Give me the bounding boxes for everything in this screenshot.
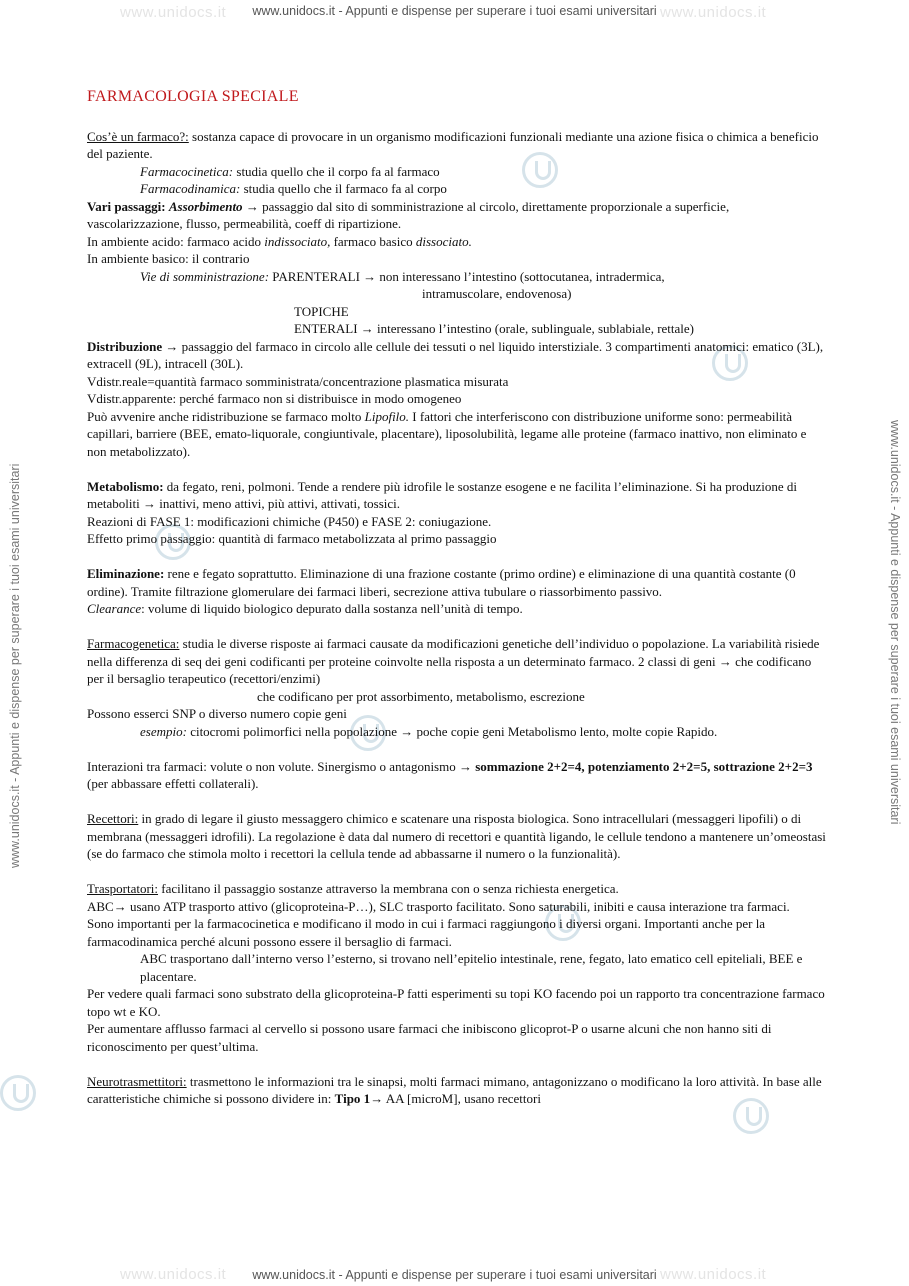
paragraph-eliminazione: Eliminazione: rene e fegato soprattutto. Eliminazione di una frazione costante (primo ordine) e eliminazione di una quantità costante (0 ordine). Tramite filtrazione glomerulare dei farmaci liberi, secrezione attiva tubulare o riassorbimento passivo. <box>87 566 796 599</box>
paragraph-farmacogenetica: Farmacogenetica: studia le diverse risposte ai farmaci causate da modificazioni genetiche dell’individuo o popolazione. La variabilità risiede nella differenza di seq dei geni codificanti per proteine coinvolte nella risposta a un determinato farmaco. 2 classi di geni → che codificano per il bersaglio terapeutico (recettori/enzimi) <box>87 636 820 686</box>
line-classe-geni-2: che codificano per prot assorbimento, metabolismo, escrezione <box>257 688 585 704</box>
line-substrato: Per vedere quali farmaci sono substrato della glicoproteina-P fatti esperimenti su topi KO facendo poi un rapporto tra concentrazione farmaco topo wt e KO. <box>87 986 825 1019</box>
line-esempio: esempio: citocromi polimorfici nella popolazione → poche copie geni Metabolismo lento, molte copie Rapido. <box>140 723 718 739</box>
paragraph-farmaco: Cos’è un farmaco?: sostanza capace di provocare in un organismo modificazioni funzionali mediante una azione fisica o chimica a beneficio del paziente. <box>87 128 819 161</box>
line-farmacocinetica: Farmacocinetica: studia quello che il corpo fa al farmaco <box>140 163 440 179</box>
watermark-left: www.unidocs.it - Appunti e dispense per superare i tuoi esami universitari <box>8 463 22 868</box>
line-primo-passaggio: Effetto primo passaggio: quantità di farmaco metabolizzata al primo passaggio <box>87 531 497 546</box>
line-vie-topiche: TOPICHE <box>294 303 349 319</box>
watermark-footer: www.unidocs.it - Appunti e dispense per superare i tuoi esami universitari <box>252 1268 657 1282</box>
watermark-faint: www.unidocs.it <box>120 1266 227 1283</box>
line-afflusso: Per aumentare afflusso farmaci al cervello si possono usare farmaci che inibiscono glicoprot-P o usarne alcuni che non hanno siti di riconoscimento per quest’ultima. <box>87 1021 772 1054</box>
line-abc-direzione: ABC trasportano dall’interno verso l’esterno, si trovano nell’epitelio intestinale, rene, fegato, lato ematico cell epiteliali, BEE e placentare. <box>140 951 803 984</box>
watermark-faint: www.unidocs.it <box>660 1266 767 1283</box>
watermark-faint: www.unidocs.it <box>120 4 227 21</box>
paragraph-distribuzione: Distribuzione → passaggio del farmaco in circolo alle cellule dei tessuti o nel liquido interstiziale. 3 compartimenti anatomici: ematico (3L), extracell (9L), intracell (30L). <box>87 338 824 371</box>
watermark-header: www.unidocs.it - Appunti e dispense per superare i tuoi esami universitari <box>252 4 657 18</box>
paragraph-trasportatori: Trasportatori: facilitano il passaggio sostanze attraverso la membrana con o senza richiesta energetica. <box>87 881 619 896</box>
paragraph-neurotrasmettitori: Neurotrasmettitori: trasmettono le informazioni tra le sinapsi, molti farmaci mimano, antagonizzano o modificano la loro attività. In base alle caratteristiche chimiche si possono dividere in: Tipo 1→ AA [microM], usano recettori <box>87 1073 822 1106</box>
page-title: FARMACOLOGIA SPECIALE <box>87 88 299 105</box>
line-vie-parenterali-cont: intramuscolare, endovenosa) <box>422 286 572 301</box>
line-vdistr-apparente: Vdistr.apparente: perché farmaco non si distribuisce in modo omogeneo <box>87 391 462 406</box>
line-fasi: Reazioni di FASE 1: modificazioni chimiche (P450) e FASE 2: coniugazione. <box>87 513 492 529</box>
paragraph-metabolismo: Metabolismo: da fegato, reni, polmoni. Tende a rendere più idrofile le sostanze esogene e ne facilita l’eliminazione. Si ha produzione di metaboliti → inattivi, meno attivi, più attivi, attivati, tossici. <box>87 478 797 511</box>
line-vie-enterali: ENTERALI → interessano l’intestino (orale, sublinguale, sublabiale, rettale) <box>294 321 694 336</box>
watermark-right: www.unidocs.it - Appunti e dispense per superare i tuoi esami universitari <box>888 420 902 825</box>
paragraph-interazioni: Interazioni tra farmaci: volute o non volute. Sinergismo o antagonismo → sommazione 2+2=4, potenziamento 2+2=5, sottrazione 2+2=3 (per abbassare effetti collaterali). <box>87 758 813 791</box>
unidocs-logo-icon <box>0 1075 36 1111</box>
watermark-faint: www.unidocs.it <box>660 4 767 21</box>
line-vdistr-reale: Vdistr.reale=quantità farmaco somministrata/concentrazione plasmatica misurata <box>87 373 509 389</box>
line-clearance: Clearance: volume di liquido biologico depurato dalla sostanza nell’unità di tempo. <box>87 601 523 616</box>
document-body <box>87 88 827 1108</box>
line-ambiente-basico: In ambiente basico: il contrario <box>87 251 250 266</box>
line-snp: Possono esserci SNP o diverso numero copie geni <box>87 706 347 721</box>
line-abc: ABC→ usano ATP trasporto attivo (glicoproteina-P…), SLC trasporto facilitato. Sono saturabili, inibiti e causa interazione tra farmaci. <box>87 898 790 914</box>
line-farmacodinamica: Farmacodinamica: studia quello che il farmaco fa al corpo <box>140 181 447 196</box>
line-ambiente-acido: In ambiente acido: farmaco acido indissociato, farmaco basico dissociato. <box>87 233 472 249</box>
paragraph-assorbimento: Vari passaggi: Assorbimento → passaggio dal sito di somministrazione al circolo, direttamente proporzionale a superficie, vascolarizzazione, flusso, permeabilità, coeff di ripartizione. <box>87 198 730 231</box>
paragraph-recettori: Recettori: in grado di legare il giusto messaggero chimico e scatenare una risposta biologica. Sono intracellulari (messaggeri lipofili) o di membrana (messaggeri idrofili). La regolazione è data dal numero di recettori e quantità ligando, le cellule tendono a mantenere un’omeostasi (se do farmaco che stimola molto i recettori la cellula tende ad abbassarne il numero o la funzionalità). <box>87 811 826 861</box>
line-vie-somministrazione: Vie di somministrazione: PARENTERALI → non interessano l’intestino (sottocutanea, intradermica, <box>140 268 665 284</box>
paragraph-ridistribuzione: Può avvenire anche ridistribuzione se farmaco molto Lipofilo. I fattori che interferiscono con distribuzione uniforme sono: permeabilità capillari, barriere (BEE, emato-liquorale, congiuntivale, placentare), liposolubilità, legame alle proteine (farmaco inattivo, non eliminato e non metabolizzato). <box>87 408 807 459</box>
line-importanti: Sono importanti per la farmacocinetica e modificano il modo in cui i farmaci raggiungono i diversi organi. Importanti anche per la farmacodinamica perché alcuni possono essere il bersaglio di farmaci. <box>87 916 766 949</box>
